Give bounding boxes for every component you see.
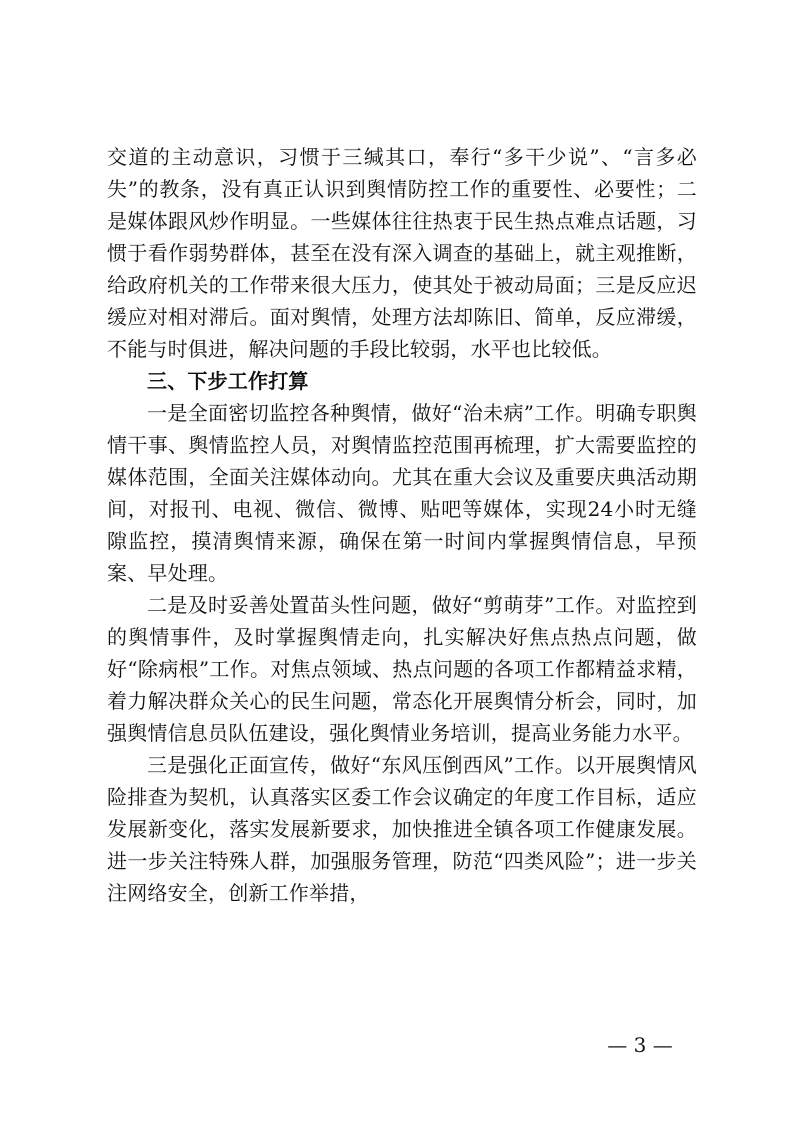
document-body [107,141,697,909]
paragraph-monitoring: 一是全面密切监控各种舆情，做好“治未病”工作。明确专职舆情干事、舆情监控人员，对舆情监控范围再梳理，扩大需要监控的媒体范围，全面关注媒体动向。尤其在重大会议及重要庆典活动期间，对报刊、电视、微信、微博、贴吧等媒体，实现24小时无缝隙监控，摸清舆情来源，确保在第一时间内掌握舆情信息，早预案、早处理。 [107,401,697,585]
section-heading: 三、下步工作打算 [147,369,309,393]
paragraph-publicity: 三是强化正面宣传，做好“东风压倒西风”工作。以开展舆情风险排查为契机，认真落实区委工作会议确定的年度工作目标，适应发展新变化，落实发展新要求，加快推进全镇各项工作健康发展。进一步关注特殊人群，加强服务管理，防范“四类风险”；进一步关注网络安全，创新工作举措， [107,753,697,905]
continued-paragraph: 交道的主动意识，习惯于三缄其口，奉行“多干少说”、“言多必失”的教条，没有真正认识到舆情防控工作的重要性、必要性；二是媒体跟风炒作明显。一些媒体往往热衷于民生热点难点话题，习惯于看作弱势群体，甚至在没有深入调查的基础上，就主观推断，给政府机关的工作带来很大压力，使其处于被动局面；三是反应迟缓应对相对滞后。面对舆情，处理方法却陈旧、简单，反应滞缓，不能与时俱进，解决问题的手段比较弱，水平也比较低。 [107,145,697,361]
paragraph-handling: 二是及时妥善处置苗头性问题，做好“剪萌芽”工作。对监控到的舆情事件，及时掌握舆情走向，扎实解决好焦点热点问题，做好“除病根”工作。对焦点领域、热点问题的各项工作都精益求精，着力解决群众关心的民生问题，常态化开展舆情分析会，同时，加强舆情信息员队伍建设，强化舆情业务培训，提高业务能力水平。 [107,593,697,745]
page-number: — 3 — [607,1033,673,1057]
